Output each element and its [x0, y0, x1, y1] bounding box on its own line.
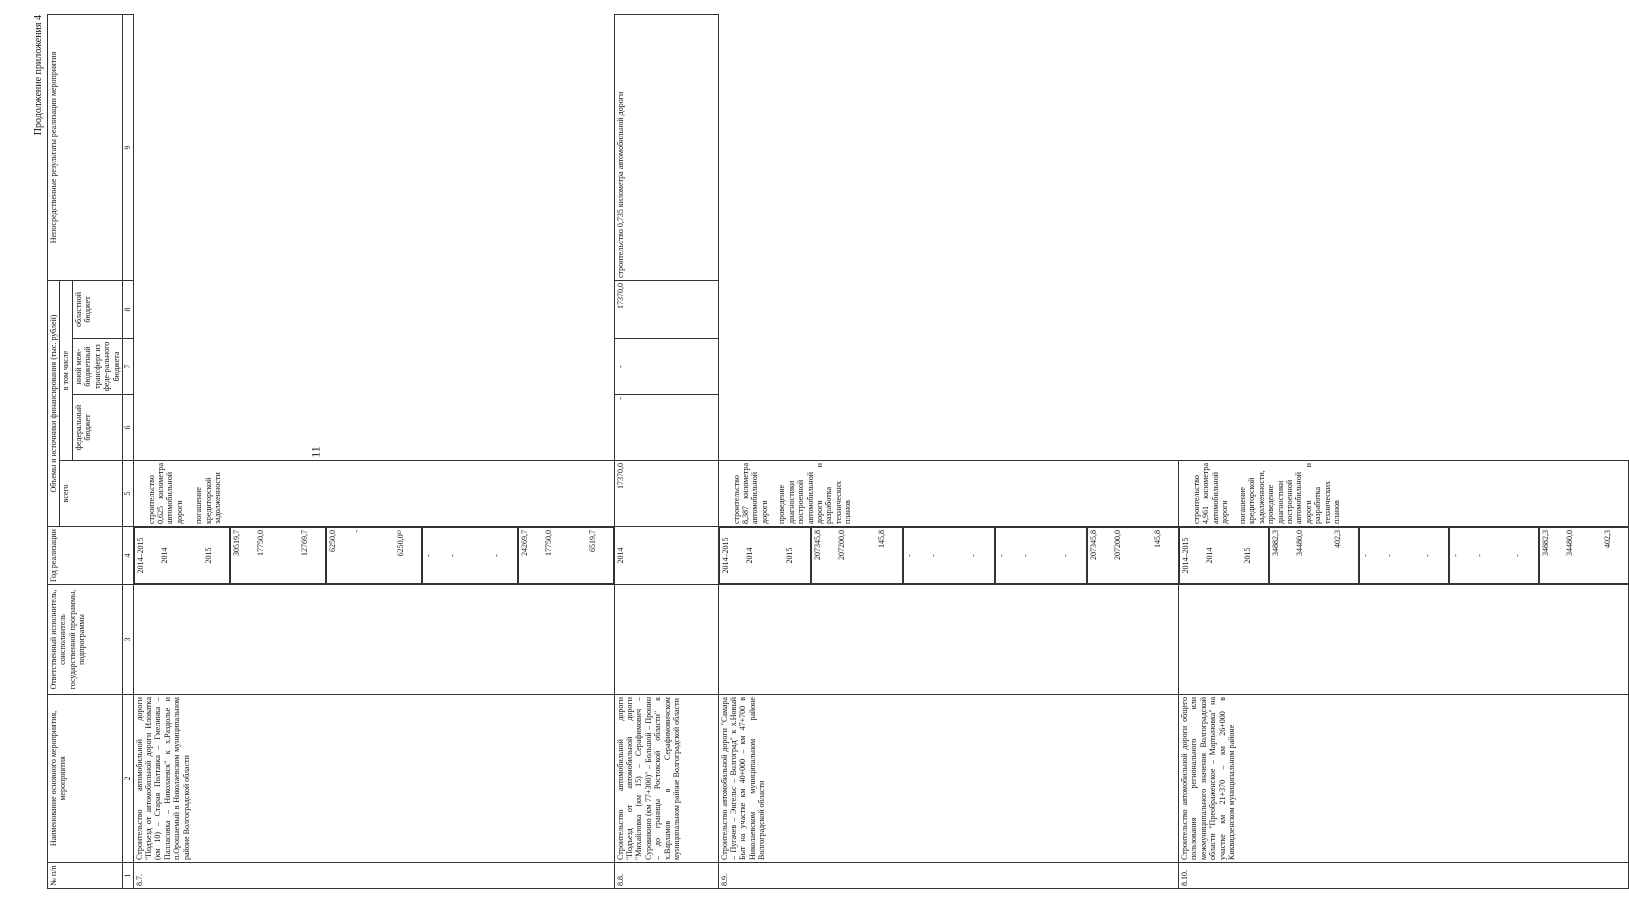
- regional-value: 17370,0: [615, 283, 625, 309]
- row-number: 8.9.: [718, 863, 1179, 889]
- appendix-continuation-title: Продолжение приложения 4: [33, 15, 44, 136]
- regional-value: 207200,0: [1112, 530, 1122, 560]
- col-index: 2: [123, 695, 133, 863]
- col-year-header: Год реализации: [48, 527, 123, 585]
- federal-value: -: [1360, 554, 1370, 557]
- executor-cell: [133, 585, 614, 695]
- transfer-cell: [1449, 527, 1539, 584]
- transfer-value: -: [491, 554, 501, 557]
- regional-cell: [614, 281, 718, 339]
- row-number: 8.8.: [614, 863, 718, 889]
- total-cell: [811, 527, 903, 584]
- measure-name: Строительство автомобильной дороги "Подъезд от автомобильной дороги "Михайловка (км 15) – Серафимович – Суровикино (км 77+300)" – Большой – Пронин – до границы Ростовской области" к х.Варламов в Серафимовичском муниципальном районе Волгоградской области: [614, 695, 718, 863]
- federal-cell: [903, 527, 995, 584]
- executor-cell: [1179, 585, 1629, 695]
- result-text: погашение кредиторской задолженности, проведение диагностики построенной автомобильной дороги и разработка технических планов: [1237, 463, 1342, 524]
- col-executor-header: Ответственный исполнитель, соисполнитель государственной программы, подпрограммы: [48, 585, 123, 695]
- col-index: 7: [123, 339, 133, 395]
- year-value: 2014–2015: [720, 537, 730, 574]
- row-number: 8.10.: [1179, 863, 1629, 889]
- transfer-value: -: [615, 365, 625, 368]
- regional-value: 34480,0: [1564, 530, 1574, 556]
- year-cell: [134, 527, 230, 584]
- result-text: строительство 8,387 километра автомобильной дороги: [731, 463, 769, 524]
- financing-table: [47, 14, 1629, 889]
- transfer-cell: [614, 339, 718, 395]
- col-index: 6: [123, 395, 133, 461]
- year-value: 2014: [1204, 547, 1214, 564]
- year-value: 2015: [784, 547, 794, 564]
- executor-cell: [718, 585, 1179, 695]
- total-value: 30519,7: [231, 530, 241, 556]
- year-cell: [614, 527, 718, 585]
- result-text: строительство 4,961 километра автомобильной дороги: [1192, 463, 1230, 524]
- result-text: проведение диагностики построенной автомобильной дороги и разработка технических планов: [777, 463, 853, 524]
- year-cell: [1179, 527, 1269, 584]
- measure-name: Строительство автомобильной дороги "Подъезд от автомобильной дороги Иловатка (км 10) – Старая Полтавка – Гмелинка – Палласовка – Николаевск" к х.Раздолье и п.Орошаемый в Николаевском муниципальном районе Волгоградской области: [133, 695, 614, 863]
- results-cell: [1179, 461, 1629, 527]
- regional-value: 402,3: [1602, 530, 1612, 548]
- col-results-header: Непосредственные результаты реализации мероприятия: [48, 15, 123, 281]
- federal-value: -: [904, 554, 914, 557]
- regional-cell: [1087, 527, 1179, 584]
- regional-value: 6519,7: [587, 530, 597, 552]
- transfer-value: -: [447, 554, 457, 557]
- table-row: [133, 15, 614, 889]
- year-value: 2014: [615, 547, 625, 564]
- total-cell: [230, 527, 326, 584]
- federal-value: -: [968, 554, 978, 557]
- measure-name: Строительство автомобильной дороги "Самара – Пугачев – Энгельс – Волгоград" к х.Новый Быт на участке км 40+000 – км 47+700 в Николаевском муниципальном районе Волгоградской области: [718, 695, 1179, 863]
- transfer-value: -: [423, 554, 433, 557]
- year-value: 2014–2015: [135, 537, 145, 574]
- col-regional-header: областной бюджет: [72, 281, 122, 339]
- table-row: [614, 15, 718, 889]
- federal-value: 6250,0: [327, 530, 337, 552]
- regional-cell: [1539, 527, 1629, 584]
- transfer-value: -: [1020, 554, 1030, 557]
- transfer-value: -: [1474, 554, 1484, 557]
- transfer-value: -: [996, 554, 1006, 557]
- year-value: 2014–2015: [1180, 537, 1190, 574]
- federal-cell: [614, 395, 718, 461]
- col-incl-header: в том числе: [60, 281, 72, 461]
- regional-value: 24269,7: [519, 530, 529, 556]
- result-text: строительство 0,735 километра автомобильной дороги: [615, 91, 625, 278]
- table-row: [718, 15, 1179, 889]
- col-index: 4: [123, 527, 133, 585]
- transfer-value: -: [1512, 554, 1522, 557]
- transfer-cell: [995, 527, 1087, 584]
- page-number: 11: [308, 446, 323, 458]
- transfer-value: -: [1450, 554, 1460, 557]
- year-value: 2015: [203, 547, 213, 564]
- table-row: [1179, 15, 1629, 889]
- total-cell: [614, 461, 718, 527]
- column-index-row: [123, 15, 133, 889]
- results-cell: [718, 461, 1179, 527]
- federal-value: -: [928, 554, 938, 557]
- regional-cell: [518, 527, 614, 584]
- col-federal-header: федеральный бюджет: [72, 395, 122, 461]
- regional-value: 145,8: [1152, 530, 1162, 548]
- regional-value: 207345,8: [1088, 530, 1098, 560]
- federal-cell: [326, 527, 422, 584]
- result-text: погашение кредиторской задолженности: [194, 472, 223, 524]
- total-value: 402,3: [1332, 530, 1342, 548]
- federal-cell: [1359, 527, 1449, 584]
- federal-value: -: [351, 530, 361, 533]
- total-value: 17750,0: [255, 530, 265, 556]
- regional-value: 34882,3: [1540, 530, 1550, 556]
- total-value: 17370,0: [615, 463, 625, 489]
- col-num-header: № п/п: [48, 863, 123, 889]
- year-value: 2014: [159, 547, 169, 564]
- year-value: 2014: [744, 547, 754, 564]
- transfer-value: -: [1060, 554, 1070, 557]
- col-index: 9: [123, 15, 133, 281]
- results-cell: [133, 461, 614, 527]
- result-text: строительство 0,625 километра автомобильной дороги: [146, 463, 184, 524]
- rotated-page: [33, 7, 1612, 897]
- regional-value: 17750,0: [543, 530, 553, 556]
- year-cell: [719, 527, 811, 584]
- row-number: 8.7.: [133, 863, 614, 889]
- col-volumes-header: Объемы и источники финансирования (тыс. рублей): [48, 281, 60, 527]
- year-value: 2015: [1242, 547, 1252, 564]
- federal-value: -: [1384, 554, 1394, 557]
- results-cell: [614, 15, 718, 281]
- total-cell: [1269, 527, 1359, 584]
- transfer-cell: [422, 527, 518, 584]
- measure-name: Строительство автомобильной дороги общего пользования регионального или межмуниципального значения Волгоградской области "Преображенское – Мартыновка" на участке км 21+370 – км 26+000 в Киквидзенском муниципальном районе: [1179, 695, 1629, 863]
- col-index: 8: [123, 281, 133, 339]
- total-value: 207200,0: [836, 530, 846, 560]
- federal-value: 6250,0¹⁾: [395, 530, 405, 557]
- col-name-header: Наименование основного мероприятия, мероприятия: [48, 695, 123, 863]
- federal-value: -: [615, 397, 625, 400]
- col-total-header: всего: [60, 461, 123, 527]
- total-value: 34480,0: [1294, 530, 1304, 556]
- federal-value: -: [1422, 554, 1432, 557]
- total-value: 12769,7: [299, 530, 309, 556]
- total-value: 207345,8: [812, 530, 822, 560]
- col-index: 3: [123, 585, 133, 695]
- col-index: 5: [123, 461, 133, 527]
- total-value: 145,8: [876, 530, 886, 548]
- executor-cell: [614, 585, 718, 695]
- total-value: 34882,3: [1270, 530, 1280, 556]
- col-transfer-header: иной меж-бюджетный трансферт из феде-рального бюджета: [72, 339, 122, 395]
- col-index: 1: [123, 863, 133, 889]
